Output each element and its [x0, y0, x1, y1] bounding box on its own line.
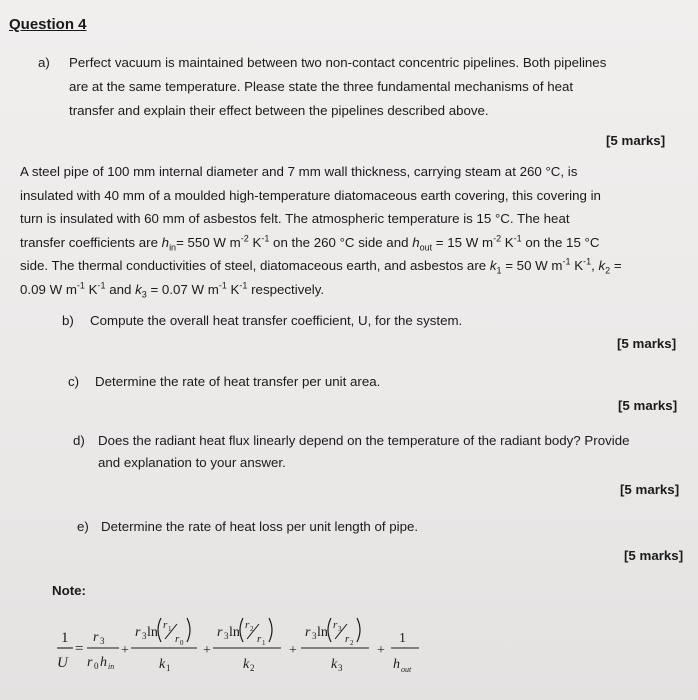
- svg-text:r: r: [345, 633, 350, 645]
- part-a-label: a): [38, 55, 50, 70]
- part-e-text: Determine the rate of heat loss per unit length of pipe.: [101, 519, 419, 534]
- svg-text:r: r: [175, 633, 180, 645]
- part-c-marks: [5 marks]: [618, 398, 678, 413]
- svg-text:+: +: [377, 643, 385, 658]
- svg-text:1: 1: [166, 663, 171, 673]
- problem-line-3: turn is insulated with 60 mm of asbestos felt. The atmospheric temperature is 15 °C. The heat: [20, 211, 570, 226]
- question-title: Question 4: [9, 16, 87, 33]
- part-e-label: e): [77, 519, 89, 534]
- svg-text:+: +: [121, 643, 129, 658]
- svg-text:r: r: [245, 619, 250, 631]
- eq-one: 1: [61, 630, 69, 646]
- part-c-label: c): [68, 374, 80, 389]
- svg-text:k: k: [159, 657, 166, 672]
- part-d-label: d): [73, 433, 85, 448]
- part-c-text: Determine the rate of heat transfer per unit area.: [95, 374, 381, 389]
- svg-text:r: r: [333, 619, 338, 631]
- problem-line-6: 0.09 W $m^{-1}$ $K^{-1}$ and $k_3 = 0.07$ W $m^{-1}$ $K^{-1}$ respectively.: [20, 280, 325, 300]
- part-d-text-1: Does the radiant heat flux linearly depend on the temperature of the radiant body? Provide: [98, 433, 630, 448]
- part-a-line-1: Perfect vacuum is maintained between two non-contact concentric pipelines. Both pipelines: [69, 55, 607, 70]
- svg-text:r: r: [257, 633, 262, 645]
- svg-text:out: out: [401, 665, 412, 674]
- problem-statement: [20, 160, 682, 301]
- part-a-line-2: are at the same temperature. Please state the three fundamental mechanisms of heat: [69, 79, 574, 94]
- part-a-marks: [5 marks]: [606, 133, 666, 148]
- svg-text:r: r: [217, 625, 223, 640]
- svg-text:2: 2: [250, 625, 254, 633]
- svg-text:r: r: [305, 625, 311, 640]
- svg-text:h: h: [100, 655, 107, 670]
- part-a-line-3: transfer and explain their effect between the pipelines described above.: [69, 103, 489, 118]
- svg-text:3: 3: [338, 625, 342, 633]
- svg-text:+: +: [203, 643, 211, 658]
- problem-line-5: side. The thermal conductivities of steel, diatomaceous earth, and asbestos are $k_1 = 50$ W $m^{-1}$ $K^{-1}$, $k_2$ =: [20, 256, 622, 276]
- svg-text:r: r: [87, 655, 93, 670]
- svg-text:3: 3: [312, 631, 317, 641]
- svg-text:1: 1: [168, 625, 172, 633]
- eq-equals: =: [75, 641, 84, 657]
- overall-u-equation: [55, 604, 435, 696]
- note-label: Note:: [52, 583, 86, 598]
- svg-text:r: r: [93, 630, 99, 645]
- svg-text:ln: ln: [317, 625, 328, 640]
- problem-line-1: A steel pipe of 100 mm internal diameter and 7 mm wall thickness, carrying steam at 260 °C, is: [20, 164, 578, 179]
- svg-text:+: +: [289, 643, 297, 658]
- svg-text:2: 2: [250, 663, 255, 673]
- part-e-marks: [5 marks]: [624, 548, 684, 563]
- svg-text:3: 3: [100, 636, 105, 646]
- eq-U: U: [57, 655, 68, 671]
- svg-text:0: 0: [94, 661, 99, 671]
- part-d-marks: [5 marks]: [620, 482, 680, 497]
- part-b-text: Compute the overall heat transfer coefficient, U, for the system.: [90, 313, 463, 328]
- svg-text:0: 0: [180, 639, 184, 647]
- svg-text:3: 3: [224, 631, 229, 641]
- svg-text:r: r: [163, 619, 168, 631]
- svg-text:ln: ln: [229, 625, 240, 640]
- svg-text:k: k: [243, 657, 250, 672]
- svg-text:ln: ln: [147, 625, 158, 640]
- part-b-label: b): [62, 313, 74, 328]
- svg-text:k: k: [331, 657, 338, 672]
- svg-text:1: 1: [399, 631, 406, 646]
- svg-text:3: 3: [142, 631, 147, 641]
- svg-text:h: h: [393, 657, 400, 672]
- svg-text:1: 1: [262, 639, 266, 647]
- problem-line-2: insulated with 40 mm of a moulded high-temperature diatomaceous earth covering, this covering in: [20, 187, 601, 203]
- part-d-text-2: and explanation to your answer.: [98, 455, 286, 470]
- svg-text:2: 2: [350, 639, 354, 647]
- svg-text:r: r: [135, 625, 141, 640]
- problem-line-4: transfer coefficients are $h_{in}= 550$ W $m^{-2}$ $K^{-1}$ on the 260 °C side and $h_{out} = 15$ W $m^{-2}$ $K^{-1}$ on the 15 °C: [20, 233, 600, 253]
- svg-text:in: in: [108, 662, 115, 671]
- part-b-marks: [5 marks]: [617, 336, 677, 351]
- svg-text:3: 3: [338, 663, 343, 673]
